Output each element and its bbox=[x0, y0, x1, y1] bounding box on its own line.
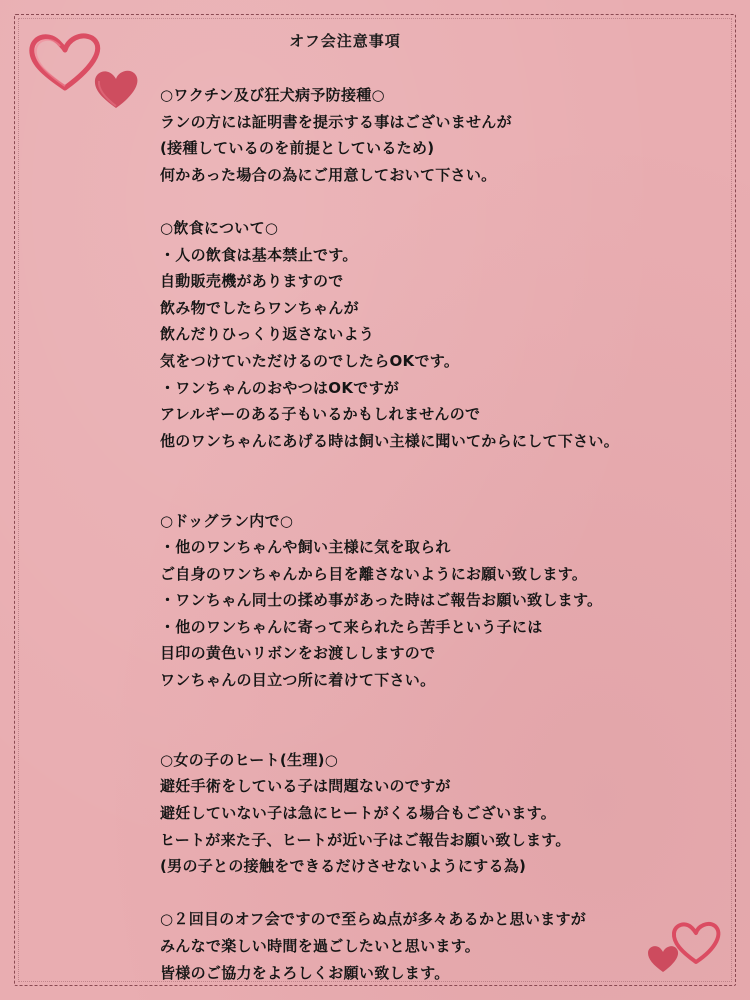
text-line: ヒートが来た子、ヒートが近い子はご報告お願い致します。 bbox=[160, 830, 571, 849]
text-line: 避妊していない子は急にヒートがくる場合もございます。 bbox=[160, 804, 557, 823]
text-line: (接種しているのを前提としているため) bbox=[160, 139, 435, 158]
closing-line: ○２回目のオフ会ですので至らぬ点が多々あるかと思いますが bbox=[160, 910, 587, 929]
section-heading-vaccine: ○ワクチン及び狂犬病予防接種○ bbox=[160, 86, 385, 104]
text-line: ・ワンちゃん同士の揉め事があった時はご報告お願い致します。 bbox=[160, 591, 603, 610]
text-line: ご自身のワンちゃんから目を離さないようにお願い致します。 bbox=[160, 564, 588, 583]
section-heading-food: ○飲食について○ bbox=[160, 218, 279, 237]
text-line: (男の子との接触をできるだけさせないようにする為) bbox=[160, 857, 527, 876]
text-line: アレルギーのある子もいるかもしれませんので bbox=[160, 405, 481, 424]
text-line: ・人の飲食は基本禁止です。 bbox=[160, 245, 358, 264]
text-line: 飲んだりひっくり返さないよう bbox=[160, 325, 375, 344]
text-line: 何かあった場合の為にご用意しておいて下さい。 bbox=[160, 165, 497, 184]
text-line: 気をつけていただけるのでしたらOKです。 bbox=[160, 351, 460, 370]
page-title: オフ会注意事項 bbox=[289, 32, 401, 50]
heart-filled-icon bbox=[92, 68, 140, 110]
closing-line: みんなで楽しい時間を過ごしたいと思います。 bbox=[160, 937, 481, 955]
section-heading-heat: ○女の子のヒート(生理)○ bbox=[160, 750, 339, 769]
text-line: 他のワンちゃんにあげる時は飼い主様に聞いてからにして下さい。 bbox=[160, 431, 620, 450]
text-line: ランの方には証明書を提示する事はございませんが bbox=[160, 112, 512, 131]
text-line: 避妊手術をしている子は問題ないのですが bbox=[160, 777, 451, 796]
closing-line: 皆様のご協力をよろしくお願い致します。 bbox=[160, 963, 450, 982]
text-line: ・他のワンちゃんに寄って来られたら苦手という子には bbox=[160, 617, 543, 636]
text-line: ・他のワンちゃんや飼い主様に気を取られ bbox=[160, 538, 451, 557]
text-line: ワンちゃんの目立つ所に着けて下さい。 bbox=[160, 671, 436, 690]
notice-content bbox=[160, 82, 720, 986]
text-line: 自動販売機がありますので bbox=[160, 272, 344, 291]
text-line: 飲み物でしたらワンちゃんが bbox=[160, 298, 359, 317]
section-heading-dogrun: ○ドッグラン内で○ bbox=[160, 511, 294, 530]
text-line: ・ワンちゃんのおやつはOKですが bbox=[160, 378, 400, 397]
text-line: 目印の黄色いリボンをお渡ししますので bbox=[160, 644, 436, 663]
